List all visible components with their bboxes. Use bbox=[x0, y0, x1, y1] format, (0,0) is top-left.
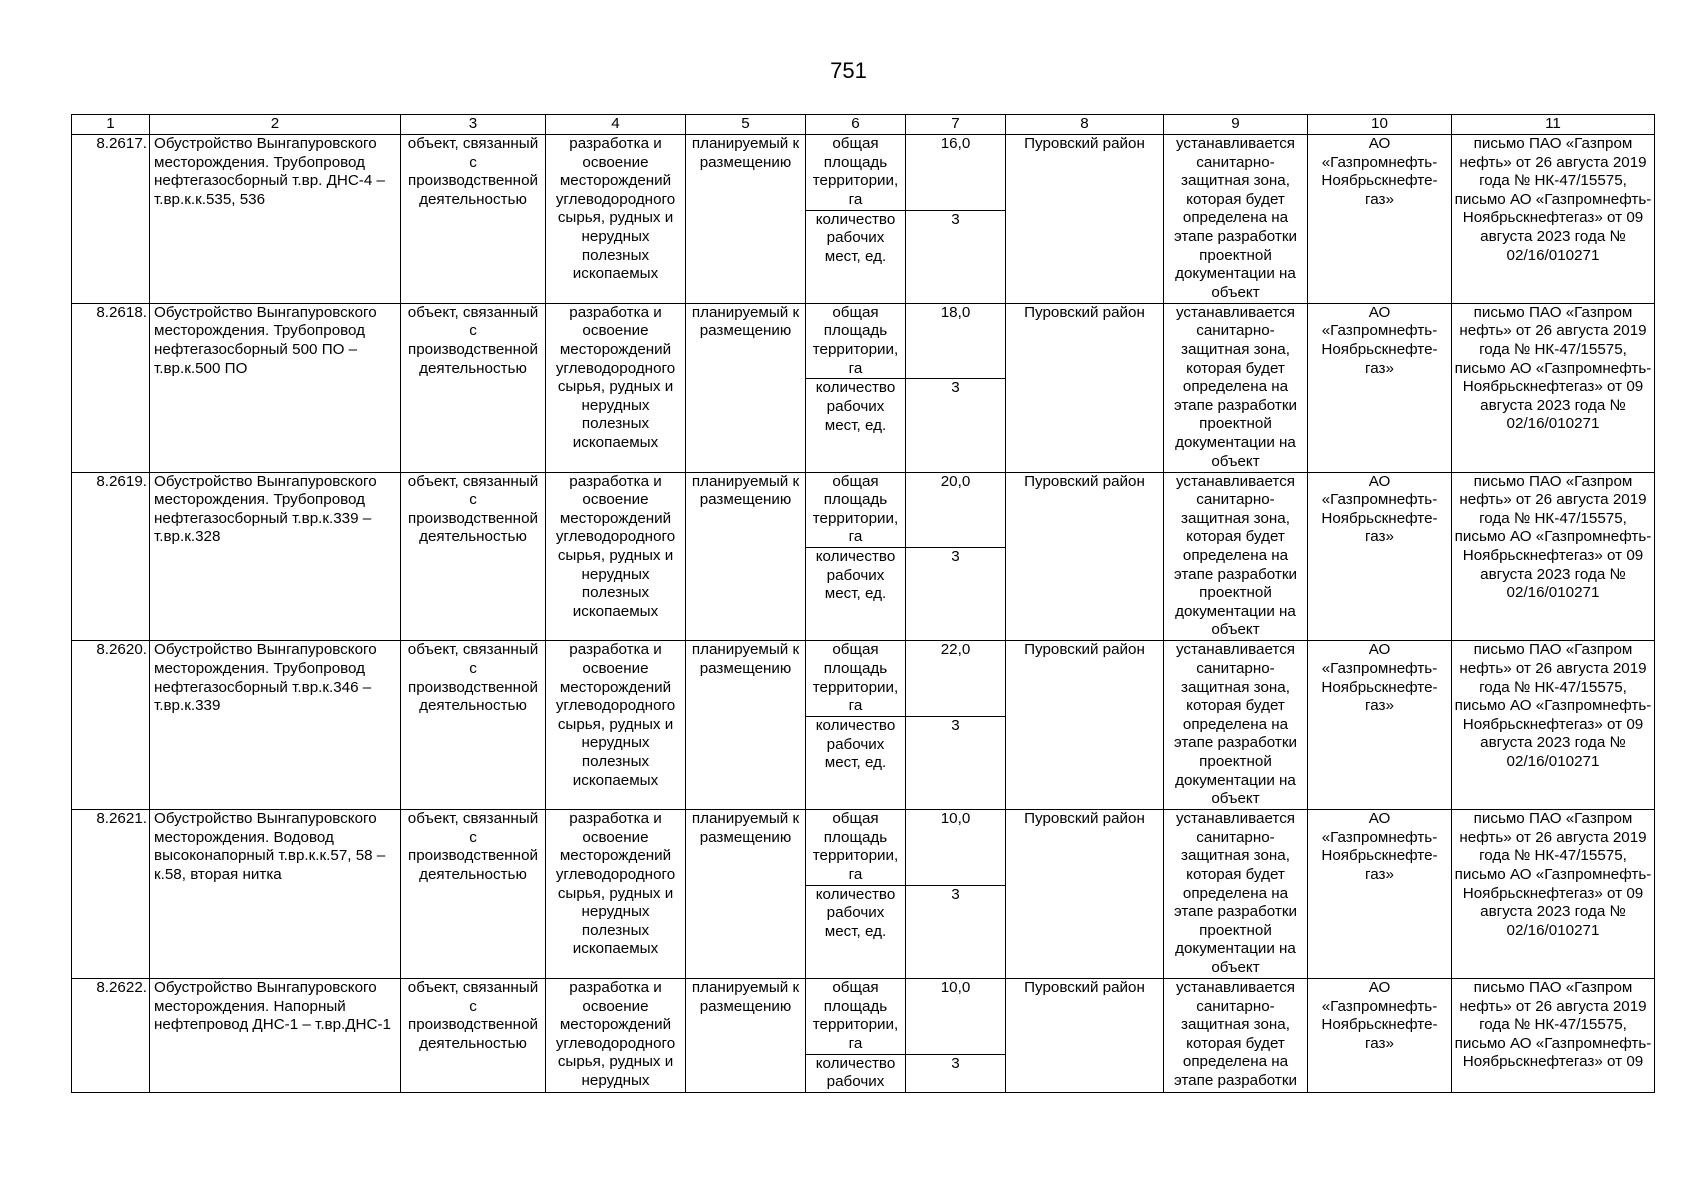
protection-zone: устанавливается санитарно-защитная зона, которая будет определена на этапе разработки проектной документации на объект bbox=[1164, 810, 1308, 979]
object-type: объект, связанный с производственной деятельностью bbox=[401, 810, 546, 979]
object-status: планируемый к размещению bbox=[686, 978, 806, 1092]
basis-document: письмо ПАО «Газпром нефть» от 26 августа 2019 года № НК-47/15575, письмо АО «Газпромнефть-Ноябрьскнефтегаз» от 09 августа 2023 года № 02/16/010271 bbox=[1452, 135, 1655, 304]
objects-table bbox=[71, 114, 1655, 1093]
table-row bbox=[72, 641, 1655, 717]
basis-document: письмо ПАО «Газпром нефть» от 26 августа 2019 года № НК-47/15575, письмо АО «Газпромнефть-Ноябрьскнефтегаз» от 09 августа 2023 года № 02/16/010271 bbox=[1452, 641, 1655, 810]
column-number: 4 bbox=[546, 115, 686, 135]
param-jobs-label: количество рабочих bbox=[806, 1054, 906, 1092]
param-area-label: общая площадь территории, га bbox=[806, 978, 906, 1054]
param-area-label: общая площадь территории, га bbox=[806, 135, 906, 211]
object-type: объект, связанный с производственной деятельностью bbox=[401, 978, 546, 1092]
column-number: 3 bbox=[401, 115, 546, 135]
param-area-label: общая площадь территории, га bbox=[806, 810, 906, 886]
row-number: 8.2622. bbox=[72, 978, 150, 1092]
column-number: 10 bbox=[1308, 115, 1452, 135]
object-type: объект, связанный с производственной деятельностью bbox=[401, 135, 546, 304]
param-area-value: 22,0 bbox=[906, 641, 1006, 717]
object-location: Пуровский район bbox=[1006, 135, 1164, 304]
param-area-label: общая площадь территории, га bbox=[806, 303, 906, 379]
object-purpose: разработка и освоение месторождений углеводородного сырья, рудных и нерудных bbox=[546, 978, 686, 1092]
object-type: объект, связанный с производственной деятельностью bbox=[401, 472, 546, 641]
object-purpose: разработка и освоение месторождений углеводородного сырья, рудных и нерудных полезных ископаемых bbox=[546, 810, 686, 979]
object-owner: АО «Газпромнефть-Ноябрьскнефте-газ» bbox=[1308, 641, 1452, 810]
basis-document: письмо ПАО «Газпром нефть» от 26 августа 2019 года № НК-47/15575, письмо АО «Газпромнефть-Ноябрьскнефтегаз» от 09 августа 2023 года № 02/16/010271 bbox=[1452, 472, 1655, 641]
table-row bbox=[72, 810, 1655, 886]
page-number: 751 bbox=[830, 58, 867, 83]
basis-document: письмо ПАО «Газпром нефть» от 26 августа 2019 года № НК-47/15575, письмо АО «Газпромнефть-Ноябрьскнефтегаз» от 09 bbox=[1452, 978, 1655, 1092]
object-location: Пуровский район bbox=[1006, 303, 1164, 472]
column-number: 8 bbox=[1006, 115, 1164, 135]
param-area-value: 18,0 bbox=[906, 303, 1006, 379]
object-owner: АО «Газпромнефть-Ноябрьскнефте-газ» bbox=[1308, 978, 1452, 1092]
object-type: объект, связанный с производственной деятельностью bbox=[401, 303, 546, 472]
object-type: объект, связанный с производственной деятельностью bbox=[401, 641, 546, 810]
row-number: 8.2618. bbox=[72, 303, 150, 472]
protection-zone: устанавливается санитарно-защитная зона, которая будет определена на этапе разработки проектной документации на объект bbox=[1164, 135, 1308, 304]
param-jobs-value: 3 bbox=[906, 885, 1006, 978]
row-number: 8.2619. bbox=[72, 472, 150, 641]
param-area-value: 10,0 bbox=[906, 978, 1006, 1054]
table-row bbox=[72, 472, 1655, 548]
object-location: Пуровский район bbox=[1006, 472, 1164, 641]
object-name: Обустройство Вынгапуровского месторождения. Трубопровод нефтегазосборный т.вр. ДНС-4 – т.вр.к.к.535, 536 bbox=[150, 135, 401, 304]
column-number: 7 bbox=[906, 115, 1006, 135]
param-area-value: 16,0 bbox=[906, 135, 1006, 211]
object-location: Пуровский район bbox=[1006, 641, 1164, 810]
param-jobs-value: 3 bbox=[906, 716, 1006, 809]
column-number: 1 bbox=[72, 115, 150, 135]
object-name: Обустройство Вынгапуровского месторождения. Напорный нефтепровод ДНС-1 – т.вр.ДНС-1 bbox=[150, 978, 401, 1092]
param-jobs-label: количество рабочих мест, ед. bbox=[806, 210, 906, 303]
protection-zone: устанавливается санитарно-защитная зона, которая будет определена на этапе разработки проектной документации на объект bbox=[1164, 303, 1308, 472]
object-status: планируемый к размещению bbox=[686, 472, 806, 641]
object-location: Пуровский район bbox=[1006, 810, 1164, 979]
column-number: 5 bbox=[686, 115, 806, 135]
protection-zone: устанавливается санитарно-защитная зона, которая будет определена на этапе разработки проектной документации на объект bbox=[1164, 472, 1308, 641]
param-jobs-label: количество рабочих мест, ед. bbox=[806, 379, 906, 472]
object-status: планируемый к размещению bbox=[686, 303, 806, 472]
object-status: планируемый к размещению bbox=[686, 135, 806, 304]
column-number-row bbox=[72, 115, 1655, 135]
object-name: Обустройство Вынгапуровского месторождения. Трубопровод нефтегазосборный 500 ПО – т.вр.к.500 ПО bbox=[150, 303, 401, 472]
object-status: планируемый к размещению bbox=[686, 810, 806, 979]
object-owner: АО «Газпромнефть-Ноябрьскнефте-газ» bbox=[1308, 135, 1452, 304]
object-name: Обустройство Вынгапуровского месторождения. Трубопровод нефтегазосборный т.вр.к.346 – т.вр.к.339 bbox=[150, 641, 401, 810]
param-area-label: общая площадь территории, га bbox=[806, 641, 906, 717]
param-jobs-value: 3 bbox=[906, 548, 1006, 641]
column-number: 11 bbox=[1452, 115, 1655, 135]
protection-zone: устанавливается санитарно-защитная зона, которая будет определена на этапе разработки проектной документации на объект bbox=[1164, 641, 1308, 810]
param-jobs-value: 3 bbox=[906, 210, 1006, 303]
protection-zone: устанавливается санитарно-защитная зона, которая будет определена на этапе разработки bbox=[1164, 978, 1308, 1092]
row-number: 8.2621. bbox=[72, 810, 150, 979]
column-number: 6 bbox=[806, 115, 906, 135]
object-status: планируемый к размещению bbox=[686, 641, 806, 810]
param-area-label: общая площадь территории, га bbox=[806, 472, 906, 548]
object-purpose: разработка и освоение месторождений углеводородного сырья, рудных и нерудных полезных ископаемых bbox=[546, 303, 686, 472]
object-owner: АО «Газпромнефть-Ноябрьскнефте-газ» bbox=[1308, 303, 1452, 472]
object-name: Обустройство Вынгапуровского месторождения. Водовод высоконапорный т.вр.к.к.57, 58 – к.58, вторая нитка bbox=[150, 810, 401, 979]
param-jobs-label: количество рабочих мест, ед. bbox=[806, 548, 906, 641]
table-row bbox=[72, 978, 1655, 1054]
basis-document: письмо ПАО «Газпром нефть» от 26 августа 2019 года № НК-47/15575, письмо АО «Газпромнефть-Ноябрьскнефтегаз» от 09 августа 2023 года № 02/16/010271 bbox=[1452, 303, 1655, 472]
basis-document: письмо ПАО «Газпром нефть» от 26 августа 2019 года № НК-47/15575, письмо АО «Газпромнефть-Ноябрьскнефтегаз» от 09 августа 2023 года № 02/16/010271 bbox=[1452, 810, 1655, 979]
object-purpose: разработка и освоение месторождений углеводородного сырья, рудных и нерудных полезных ископаемых bbox=[546, 641, 686, 810]
table-row bbox=[72, 303, 1655, 379]
object-purpose: разработка и освоение месторождений углеводородного сырья, рудных и нерудных полезных ископаемых bbox=[546, 472, 686, 641]
object-owner: АО «Газпромнефть-Ноябрьскнефте-газ» bbox=[1308, 810, 1452, 979]
object-name: Обустройство Вынгапуровского месторождения. Трубопровод нефтегазосборный т.вр.к.339 – т.вр.к.328 bbox=[150, 472, 401, 641]
column-number: 9 bbox=[1164, 115, 1308, 135]
param-jobs-label: количество рабочих мест, ед. bbox=[806, 885, 906, 978]
object-location: Пуровский район bbox=[1006, 978, 1164, 1092]
column-number: 2 bbox=[150, 115, 401, 135]
object-purpose: разработка и освоение месторождений углеводородного сырья, рудных и нерудных полезных ископаемых bbox=[546, 135, 686, 304]
param-area-value: 20,0 bbox=[906, 472, 1006, 548]
table-row bbox=[72, 135, 1655, 211]
row-number: 8.2617. bbox=[72, 135, 150, 304]
object-owner: АО «Газпромнефть-Ноябрьскнефте-газ» bbox=[1308, 472, 1452, 641]
param-jobs-value: 3 bbox=[906, 379, 1006, 472]
row-number: 8.2620. bbox=[72, 641, 150, 810]
param-area-value: 10,0 bbox=[906, 810, 1006, 886]
param-jobs-label: количество рабочих мест, ед. bbox=[806, 716, 906, 809]
param-jobs-value: 3 bbox=[906, 1054, 1006, 1092]
